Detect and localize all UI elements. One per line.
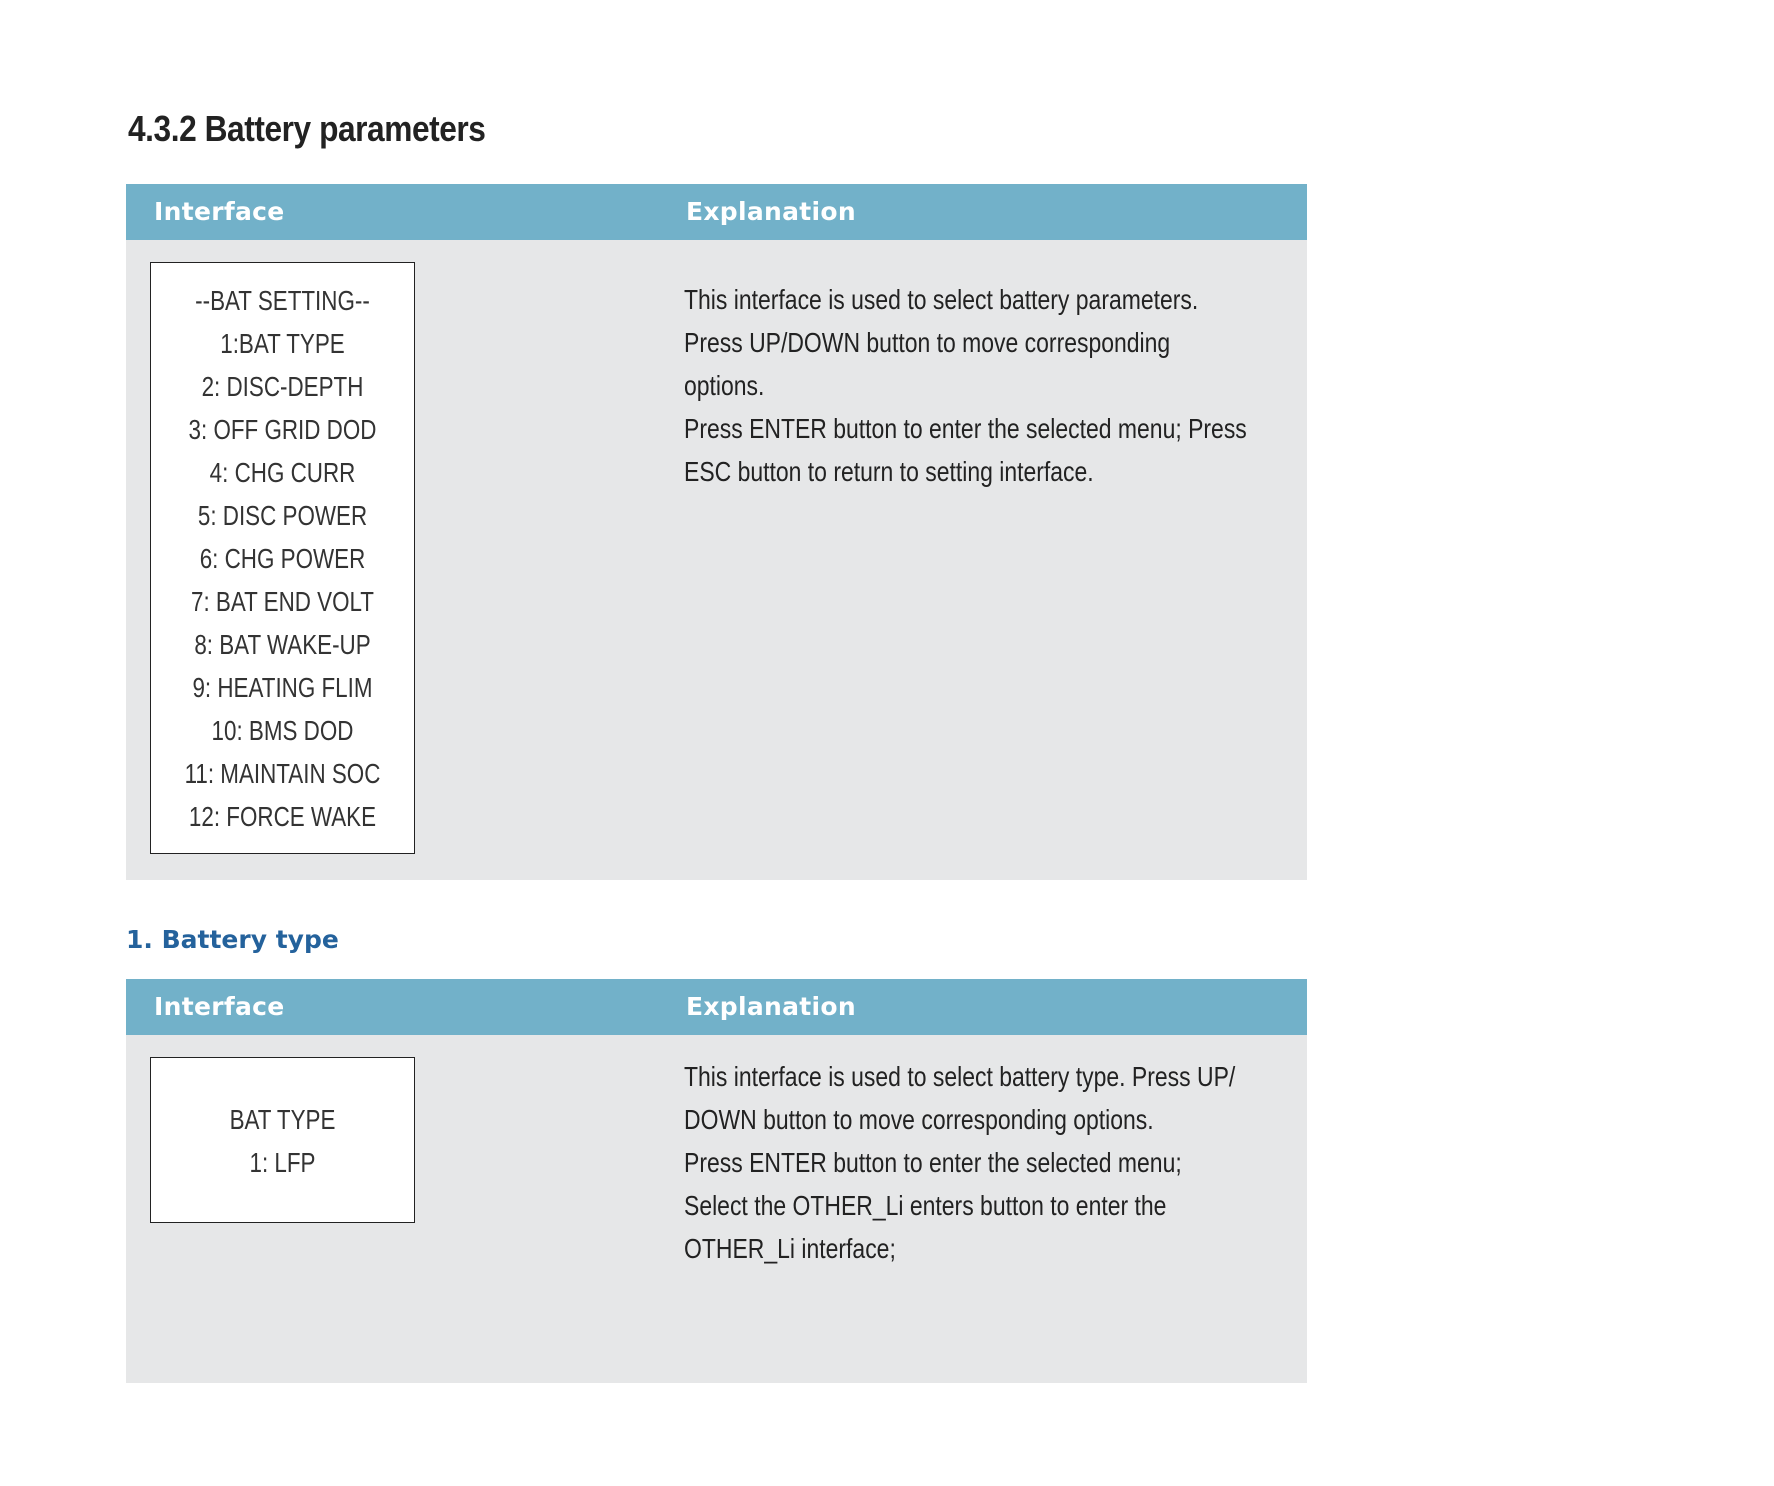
explanation-line: Press ENTER button to enter the selected menu; <box>684 1147 1182 1178</box>
explanation-line: Select the OTHER_Li enters button to enter the <box>684 1190 1167 1221</box>
explanation-line: This interface is used to select battery parameters. <box>684 284 1199 315</box>
lcd-screen-bat-type <box>150 1057 415 1223</box>
table-header <box>126 184 1307 240</box>
explanation-line: Press UP/DOWN button to move corresponding <box>684 327 1171 358</box>
lcd-line: 6: CHG POWER <box>199 543 366 574</box>
explanation-line: Press ENTER button to enter the selected menu; Press <box>684 413 1247 444</box>
lcd-line: 8: BAT WAKE-UP <box>194 629 371 660</box>
lcd-line: 10: BMS DOD <box>211 715 354 746</box>
lcd-line: 12: FORCE WAKE <box>188 801 377 832</box>
battery-parameters-table <box>126 184 1307 880</box>
column-header-interface: Interface <box>154 197 285 226</box>
lcd-line: 9: HEATING FLIM <box>192 672 373 703</box>
explanation-line: This interface is used to select battery type. Press UP/ <box>684 1061 1236 1092</box>
lcd-line: 1:BAT TYPE <box>220 328 345 359</box>
section-title-battery-type: 1. Battery type <box>126 925 339 954</box>
explanation-line: options. <box>684 370 765 401</box>
column-header-explanation: Explanation <box>686 197 856 226</box>
lcd-line: 11: MAINTAIN SOC <box>184 758 381 789</box>
lcd-line: 2: DISC-DEPTH <box>201 371 364 402</box>
lcd-line: BAT TYPE <box>229 1104 336 1135</box>
page-title: 4.3.2 Battery parameters <box>128 108 486 149</box>
explanation-line: OTHER_Li interface; <box>684 1233 896 1264</box>
explanation-line: DOWN button to move corresponding options. <box>684 1104 1154 1135</box>
lcd-line: 7: BAT END VOLT <box>191 586 374 617</box>
battery-type-table <box>126 979 1307 1383</box>
lcd-line: 4: CHG CURR <box>209 457 356 488</box>
lcd-line: 3: OFF GRID DOD <box>188 414 377 445</box>
column-header-explanation: Explanation <box>686 992 856 1021</box>
column-header-interface: Interface <box>154 992 285 1021</box>
explanation-text <box>684 1055 1284 1270</box>
lcd-line: --BAT SETTING-- <box>195 285 370 316</box>
explanation-line: ESC button to return to setting interface. <box>684 456 1094 487</box>
lcd-screen-bat-setting <box>150 262 415 854</box>
explanation-text <box>684 278 1284 493</box>
table-header <box>126 979 1307 1035</box>
lcd-line: 5: DISC POWER <box>197 500 368 531</box>
lcd-line: 1: LFP <box>249 1147 316 1178</box>
